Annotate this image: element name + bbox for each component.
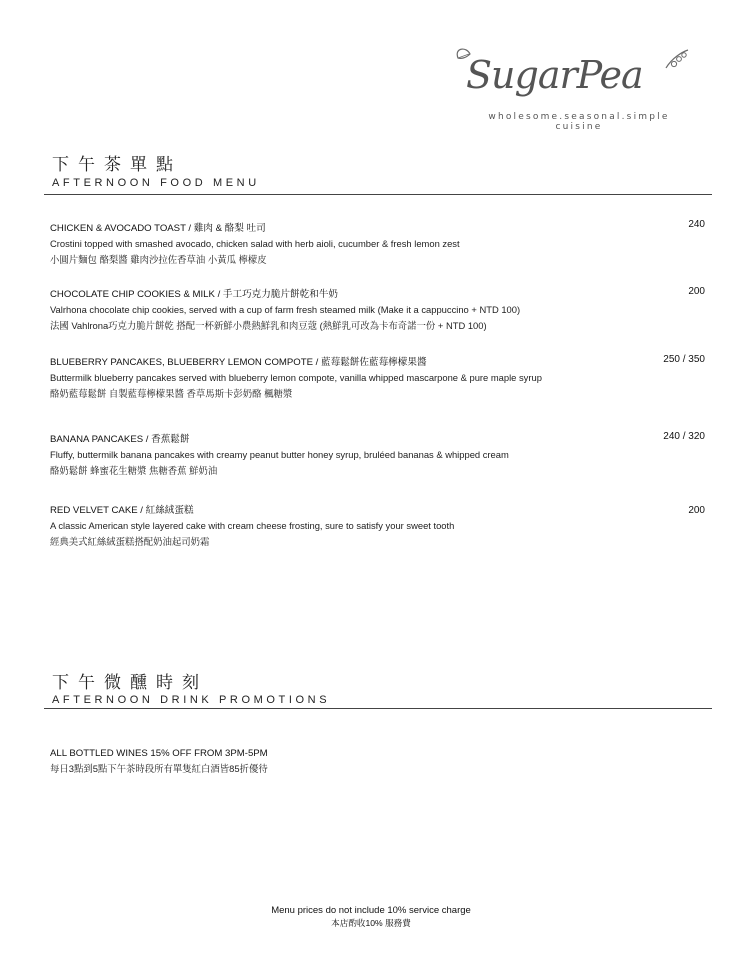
menu-item-title: BLUEBERRY PANCAKES, BLUEBERRY LEMON COMPOTE / 藍莓鬆餅佐藍莓檸檬果醬 [50,357,427,368]
service-charge-note-zh: 本店酌收10% 服務費 [331,918,411,928]
menu-item-description-zh: 法國 Vahlrona巧克力脆片餅乾 搭配一杯新鮮小農熱鮮乳和肉豆蔻 (熱鮮乳可改為卡布奇諾一份 + NTD 100) [50,320,487,331]
brand-logo [452,44,702,132]
menu-item-description-zh: 小圓片麵包 酪梨醬 雞肉沙拉佐香草油 小黃瓜 檸檬皮 [50,254,267,265]
menu-item-description: Fluffy, buttermilk banana pancakes with creamy peanut butter honey syrup, bruléed bananas & whipped cream [50,449,509,460]
menu-item-description: Buttermilk blueberry pancakes served with blueberry lemon compote, vanilla whipped mascarpone & pure maple syrup [50,372,542,383]
menu-item-title: RED VELVET CAKE / 紅絲絨蛋糕 [50,505,194,516]
menu-item-description: Valrhona chocolate chip cookies, served with a cup of farm fresh steamed milk (Make it a cappuccino + NTD 100) [50,304,521,315]
drink-section-divider [44,708,712,709]
food-section-title-en: AFTERNOON FOOD MENU [52,177,260,189]
menu-item-description: A classic American style layered cake with cream cheese frosting, sure to satisfy your sweet tooth [50,520,455,531]
menu-item-description-zh: 經典美式紅絲絨蛋糕搭配奶油起司奶霜 [50,536,210,547]
menu-item-title: CHICKEN & AVOCADO TOAST / 雞肉 & 酪梨 吐司 [50,223,266,234]
menu-item-description: Crostini topped with smashed avocado, chicken salad with herb aioli, cucumber & fresh lemon zest [50,238,460,249]
menu-item-description-zh: 酪奶藍莓鬆餅 自製藍莓檸檬果醬 香草馬斯卡彭奶酪 楓糖漿 [50,388,293,399]
menu-item-price: 200 [688,286,705,297]
drink-section-title-en: AFTERNOON DRINK PROMOTIONS [52,694,331,706]
menu-item-price: 250 / 350 [663,354,705,365]
sugarpea-logo-mark [452,44,702,104]
menu-item-title: CHOCOLATE CHIP COOKIES & MILK / 手工巧克力脆片餅乾和牛奶 [50,289,339,300]
service-charge-note [0,905,742,929]
logo-text: SugarPea [466,53,643,97]
brand-tagline: wholesome.seasonal.simple cuisine [488,112,670,132]
promotion-title: ALL BOTTLED WINES 15% OFF FROM 3PM-5PM [50,748,268,759]
menu-item-description-zh: 酪奶鬆餅 蜂蜜花生糖漿 焦糖香蕉 鮮奶油 [50,465,218,476]
menu-item-price: 240 [688,219,705,230]
menu-item-title: BANANA PANCAKES / 香蕉鬆餅 [50,434,190,445]
drink-promotion [50,747,268,776]
menu-item-price: 200 [688,505,705,516]
menu-item [50,222,650,267]
menu-item [50,356,650,401]
menu-item [50,288,650,333]
food-section-title-zh: 下午茶單點 [52,155,182,175]
menu-item [50,433,650,478]
drink-section-title-zh: 下午微醺時刻 [52,673,208,693]
menu-item [50,504,650,549]
menu-item-price: 240 / 320 [663,431,705,442]
service-charge-note-en: Menu prices do not include 10% service charge [271,905,471,916]
food-section-divider [44,194,712,195]
promotion-description-zh: 每日3點到5點下午茶時段所有單隻紅白酒皆85折優待 [50,763,268,774]
